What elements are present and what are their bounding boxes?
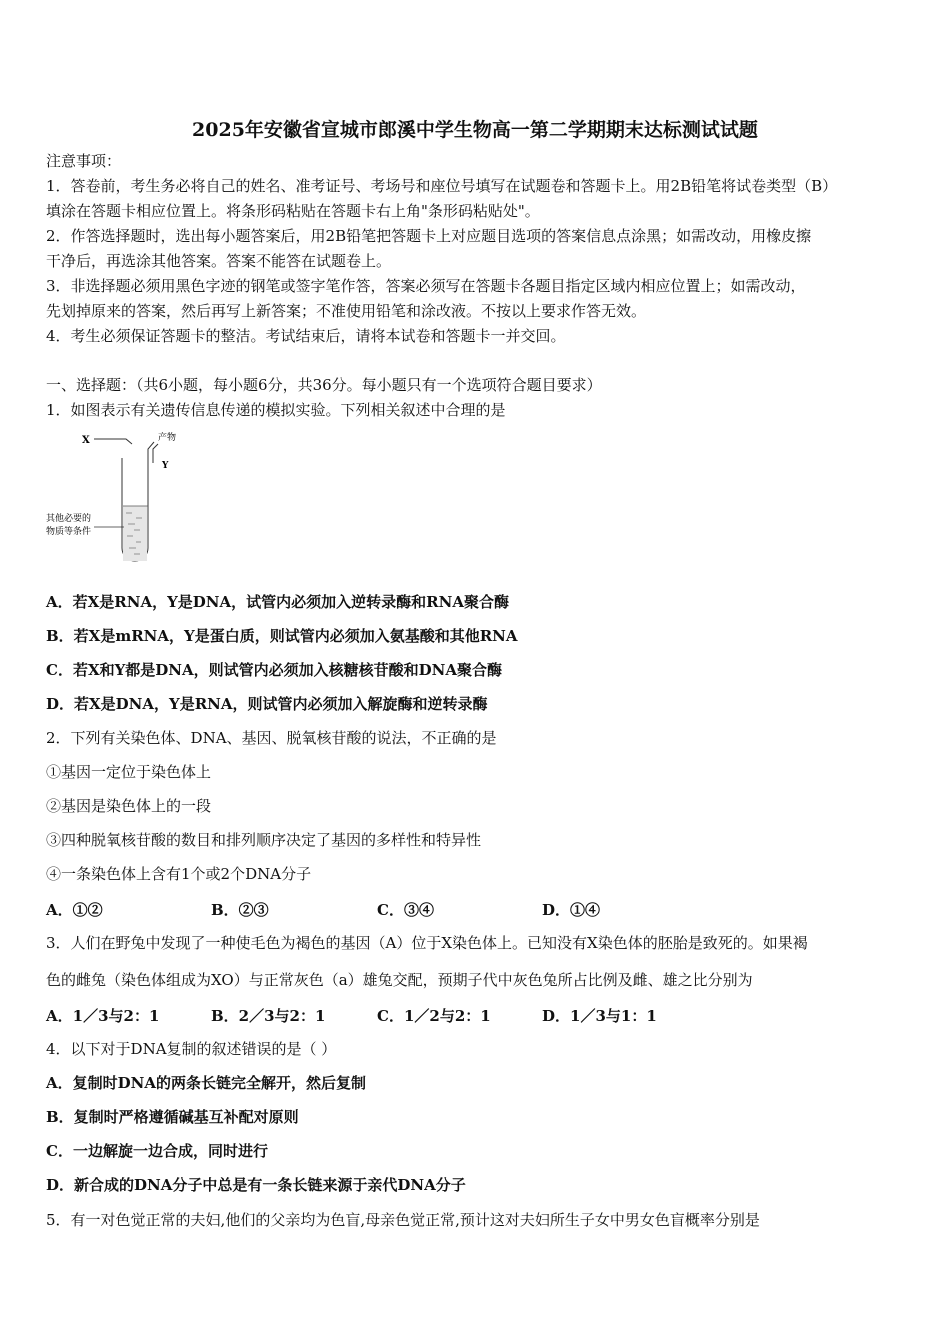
question-4-option-c: C．一边解旋一边合成，同时进行 bbox=[46, 1142, 268, 1160]
question-2-item: ④一条染色体上含有1个或2个DNA分子 bbox=[46, 865, 312, 883]
figure-label-y: Y bbox=[162, 461, 169, 471]
question-2-option-d: D．①④ bbox=[542, 901, 601, 919]
question-2-option-b: B．②③ bbox=[211, 901, 269, 919]
question-2-option-c: C．③④ bbox=[377, 901, 434, 919]
notice-line: 3．非选择题必须用黑色字迹的钢笔或签字笔作答，答案必须写在答题卡各题目指定区域内相应位置上；如需改动， bbox=[46, 277, 806, 295]
section-heading: 一、选择题：（共6小题，每小题6分，共36分。每小题只有一个选项符合题目要求） bbox=[46, 376, 602, 394]
notice-line: 2．作答选择题时，选出每小题答案后，用2B铅笔把答题卡上对应题目选项的答案信息点涂黑；如需改动，用橡皮擦 bbox=[46, 227, 812, 245]
question-2-item: ②基因是染色体上的一段 bbox=[46, 797, 212, 815]
question-2-option-a: A．①② bbox=[46, 901, 103, 919]
question-5-stem: 5．有一对色觉正常的夫妇,他们的父亲均为色盲,母亲色觉正常,预计这对夫妇所生子女中男女色盲概率分别是 bbox=[46, 1211, 760, 1229]
question-3-stem: 3．人们在野兔中发现了一种使毛色为褐色的基因（A）位于X染色体上。已知没有X染色体的胚胎是致死的。如果褐 bbox=[46, 934, 808, 952]
question-1-option-c: C．若X和Y都是DNA，则试管内必须加入核糖核苷酸和DNA聚合酶 bbox=[46, 661, 503, 679]
question-3-option-d: D．1／3与1：1 bbox=[542, 1007, 657, 1025]
question-4-stem: 4．以下对于DNA复制的叙述错误的是（ ） bbox=[46, 1040, 337, 1058]
question-1-option-d: D．若X是DNA，Y是RNA，则试管内必须加入解旋酶和逆转录酶 bbox=[46, 695, 488, 713]
figure-label-1: 其他必要的 bbox=[46, 514, 92, 524]
notice-line: 干净后，再选涂其他答案。答案不能答在试题卷上。 bbox=[46, 252, 392, 270]
question-4-option-a: A．复制时DNA的两条长链完全解开，然后复制 bbox=[46, 1074, 366, 1092]
question-3-stem-cont: 色的雌兔（染色体组成为XO）与正常灰色（a）雄兔交配，预期子代中灰色兔所占比例及雌、雄之比分别为 bbox=[46, 971, 753, 989]
question-1-option-a: A．若X是RNA，Y是DNA，试管内必须加入逆转录酶和RNA聚合酶 bbox=[46, 593, 509, 611]
notice-line: 1．答卷前，考生务必将自己的姓名、准考证号、考场号和座位号填写在试题卷和答题卡上。用2B铅笔将试卷类型（B） bbox=[46, 177, 838, 195]
figure-label-product: 产物 bbox=[158, 433, 177, 443]
page-title: 2025年安徽省宣城市郎溪中学生物高一第二学期期末达标测试试题 bbox=[192, 119, 758, 141]
figure-label-x: X bbox=[82, 435, 90, 446]
notice-line: 先划掉原来的答案，然后再写上新答案；不准使用铅笔和涂改液。不按以上要求作答无效。 bbox=[46, 302, 647, 320]
question-2-item: ③四种脱氧核苷酸的数目和排列顺序决定了基因的多样性和特异性 bbox=[46, 831, 482, 849]
figure-label-2: 物质等条件 bbox=[46, 527, 92, 537]
question-4-option-d: D．新合成的DNA分子中总是有一条长链来源于亲代DNA分子 bbox=[46, 1176, 466, 1194]
question-3-option-c: C．1／2与2：1 bbox=[377, 1007, 491, 1025]
notice-line: 填涂在答题卡相应位置上。将条形码粘贴在答题卡右上角"条形码粘贴处"。 bbox=[46, 202, 540, 220]
test-tube-figure bbox=[44, 428, 184, 578]
question-2-item: ①基因一定位于染色体上 bbox=[46, 763, 212, 781]
question-1-option-b: B．若X是mRNA，Y是蛋白质，则试管内必须加入氨基酸和其他RNA bbox=[46, 627, 518, 645]
question-2-stem: 2．下列有关染色体、DNA、基因、脱氧核苷酸的说法，不正确的是 bbox=[46, 729, 497, 747]
question-3-option-b: B．2／3与2：1 bbox=[211, 1007, 326, 1025]
notice-line: 4．考生必须保证答题卡的整洁。考试结束后，请将本试卷和答题卡一并交回。 bbox=[46, 327, 566, 345]
notice-heading: 注意事项： bbox=[46, 152, 122, 170]
question-4-option-b: B．复制时严格遵循碱基互补配对原则 bbox=[46, 1108, 299, 1126]
question-1-stem: 1．如图表示有关遗传信息传递的模拟实验。下列相关叙述中合理的是 bbox=[46, 401, 506, 419]
question-3-option-a: A．1／3与2：1 bbox=[46, 1007, 160, 1025]
